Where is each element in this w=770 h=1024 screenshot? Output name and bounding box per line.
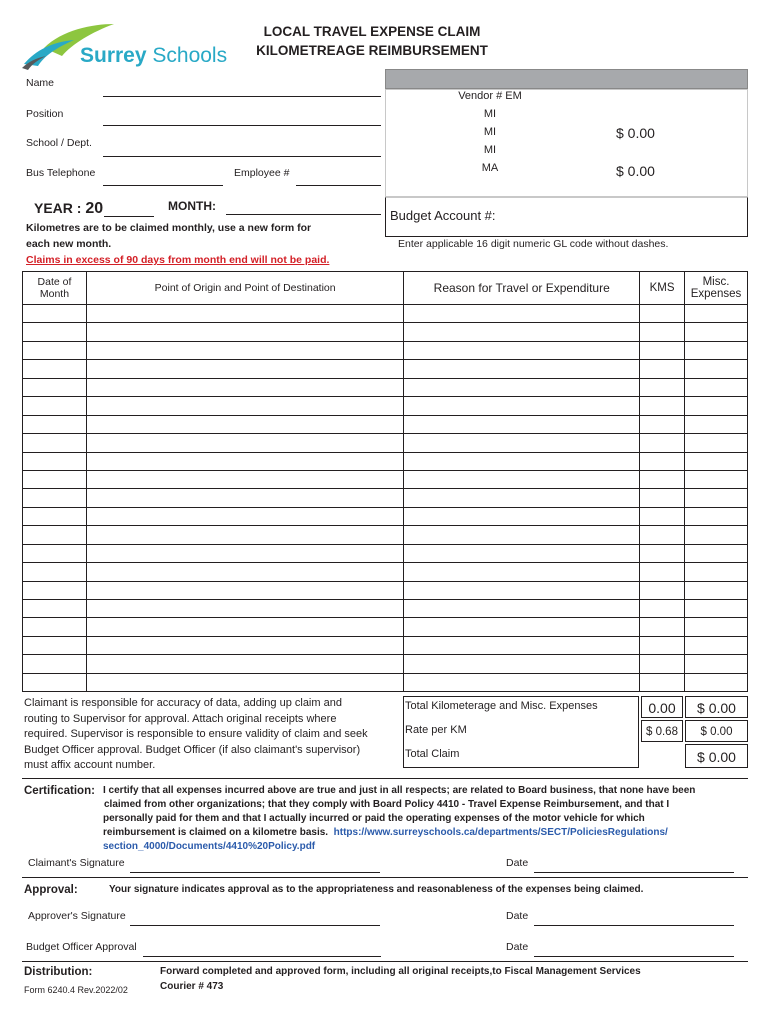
name-label: Name xyxy=(26,77,55,89)
reason-cell[interactable] xyxy=(404,526,640,544)
col-origin-header: Point of Origin and Point of Destination xyxy=(86,272,403,305)
form-title-line2: KILOMETREAGE REIMBURSEMENT xyxy=(256,43,488,58)
kms-cell[interactable] xyxy=(640,673,685,691)
policy-link[interactable]: https://www.surreyschools.ca/departments/SECT/PoliciesRegulations/ xyxy=(333,827,668,838)
misc-cell[interactable] xyxy=(685,360,748,378)
table-row xyxy=(23,636,748,654)
vendor-amount-1: $ 0.00 xyxy=(616,125,655,141)
date-cell[interactable] xyxy=(23,507,87,525)
approval-text: Your signature indicates approval as to the appropriateness and reasonableness of the expenses being claimed. xyxy=(109,884,644,895)
rate-amount-value: $ 0.00 xyxy=(685,720,748,742)
table-row xyxy=(23,415,748,433)
date-cell[interactable] xyxy=(23,397,87,415)
total-km-label: Total Kilometerage and Misc. Expenses xyxy=(405,700,598,712)
misc-cell[interactable] xyxy=(685,581,748,599)
table-row xyxy=(23,563,748,581)
claimant-date-label: Date xyxy=(506,857,529,869)
approver-signature-label: Approver's Signature xyxy=(28,910,126,922)
misc-cell[interactable] xyxy=(685,544,748,562)
employee-number-field[interactable] xyxy=(296,185,381,186)
reason-cell[interactable] xyxy=(404,415,640,433)
origin-cell[interactable] xyxy=(86,470,403,488)
month-label: MONTH: xyxy=(168,199,216,213)
origin-cell[interactable] xyxy=(86,544,403,562)
vendor-code-mi: MI xyxy=(483,144,497,156)
date-cell[interactable] xyxy=(23,655,87,673)
origin-cell[interactable] xyxy=(86,507,403,525)
table-row xyxy=(23,526,748,544)
misc-cell[interactable] xyxy=(685,563,748,581)
budget-account-label: Budget Account #: xyxy=(390,208,496,223)
kms-cell[interactable] xyxy=(640,544,685,562)
budget-officer-date-field[interactable] xyxy=(534,956,734,957)
kms-cell[interactable] xyxy=(640,341,685,359)
distribution-text-line1: Forward completed and approved form, including all original receipts,to Fiscal Management Services xyxy=(160,966,641,977)
kms-cell[interactable] xyxy=(640,581,685,599)
date-cell[interactable] xyxy=(23,544,87,562)
date-cell[interactable] xyxy=(23,526,87,544)
misc-cell[interactable] xyxy=(685,434,748,452)
col-misc-header: Misc. Expenses xyxy=(685,272,748,305)
reason-cell[interactable] xyxy=(404,563,640,581)
reason-cell[interactable] xyxy=(404,341,640,359)
date-cell[interactable] xyxy=(23,636,87,654)
table-row xyxy=(23,544,748,562)
table-row xyxy=(23,323,748,341)
date-cell[interactable] xyxy=(23,378,87,396)
reason-cell[interactable] xyxy=(404,305,640,323)
total-claim-value: $ 0.00 xyxy=(685,744,748,768)
misc-cell[interactable] xyxy=(685,673,748,691)
misc-cell[interactable] xyxy=(685,341,748,359)
table-row xyxy=(23,397,748,415)
claimant-signature-field[interactable] xyxy=(130,872,380,873)
position-label: Position xyxy=(26,108,64,120)
misc-cell[interactable] xyxy=(685,655,748,673)
origin-cell[interactable] xyxy=(86,636,403,654)
kms-cell[interactable] xyxy=(640,600,685,618)
kms-cell[interactable] xyxy=(640,507,685,525)
total-misc-value: $ 0.00 xyxy=(685,696,748,718)
date-cell[interactable] xyxy=(23,618,87,636)
misc-cell[interactable] xyxy=(685,378,748,396)
rate-value: $ 0.68 xyxy=(641,720,683,742)
distribution-divider xyxy=(22,961,748,962)
date-cell[interactable] xyxy=(23,489,87,507)
origin-cell[interactable] xyxy=(86,526,403,544)
distribution-label: Distribution: xyxy=(24,966,93,978)
vendor-code-mi: MI xyxy=(483,126,497,138)
table-row xyxy=(23,655,748,673)
bus-telephone-label: Bus Telephone xyxy=(26,167,96,179)
origin-cell[interactable] xyxy=(86,305,403,323)
reason-cell[interactable] xyxy=(404,673,640,691)
col-date-header: Date of Month xyxy=(23,272,87,305)
table-row xyxy=(23,600,748,618)
kms-cell[interactable] xyxy=(640,378,685,396)
kms-cell[interactable] xyxy=(640,452,685,470)
origin-cell[interactable] xyxy=(86,489,403,507)
misc-cell[interactable] xyxy=(685,526,748,544)
reason-cell[interactable] xyxy=(404,507,640,525)
date-cell[interactable] xyxy=(23,360,87,378)
table-row xyxy=(23,378,748,396)
claimant-note: Claimant is responsible for accuracy of data, adding up claim and routing to Supervisor for approval. Attach original receipts where required. Supervisor is responsible to ensure validity of claim and seek Budget Officer approval. Budget Officer (if also claimant's supervisor) must affix account number. xyxy=(24,697,368,771)
reason-cell[interactable] xyxy=(404,655,640,673)
reason-cell[interactable] xyxy=(404,452,640,470)
misc-cell[interactable] xyxy=(685,507,748,525)
table-row xyxy=(23,489,748,507)
claimant-date-field[interactable] xyxy=(534,872,734,873)
date-cell[interactable] xyxy=(23,434,87,452)
table-row xyxy=(23,618,748,636)
policy-link-cont[interactable]: section_4000/Documents/4410%20Policy.pdf xyxy=(103,841,316,852)
date-cell[interactable] xyxy=(23,563,87,581)
monthly-note-line1: Kilometres are to be claimed monthly, use a new form for xyxy=(26,222,312,234)
reason-cell[interactable] xyxy=(404,600,640,618)
table-row xyxy=(23,434,748,452)
origin-cell[interactable] xyxy=(86,415,403,433)
origin-cell[interactable] xyxy=(86,378,403,396)
misc-cell[interactable] xyxy=(685,618,748,636)
budget-officer-date-label: Date xyxy=(506,941,529,953)
kms-cell[interactable] xyxy=(640,397,685,415)
kms-cell[interactable] xyxy=(640,305,685,323)
origin-cell[interactable] xyxy=(86,618,403,636)
distribution-text-line2: Courier # 473 xyxy=(160,981,224,992)
origin-cell[interactable] xyxy=(86,563,403,581)
school-dept-field[interactable] xyxy=(103,156,381,157)
name-field[interactable] xyxy=(103,96,381,97)
reason-cell[interactable] xyxy=(404,323,640,341)
date-cell[interactable] xyxy=(23,341,87,359)
table-row xyxy=(23,452,748,470)
total-km-value: 0.00 xyxy=(641,696,683,718)
kms-cell[interactable] xyxy=(640,655,685,673)
origin-cell[interactable] xyxy=(86,655,403,673)
misc-cell[interactable] xyxy=(685,397,748,415)
rate-label: Rate per KM xyxy=(405,724,467,736)
date-cell[interactable] xyxy=(23,600,87,618)
misc-cell[interactable] xyxy=(685,323,748,341)
reason-cell[interactable] xyxy=(404,360,640,378)
budget-officer-label: Budget Officer Approval xyxy=(26,941,137,953)
kms-cell[interactable] xyxy=(640,470,685,488)
reason-cell[interactable] xyxy=(404,397,640,415)
expense-rows xyxy=(23,305,748,692)
origin-cell[interactable] xyxy=(86,360,403,378)
origin-cell[interactable] xyxy=(86,452,403,470)
reason-cell[interactable] xyxy=(404,434,640,452)
approver-date-label: Date xyxy=(506,910,529,922)
origin-cell[interactable] xyxy=(86,397,403,415)
reason-cell[interactable] xyxy=(404,581,640,599)
origin-cell[interactable] xyxy=(86,434,403,452)
year-label: YEAR : 20 xyxy=(34,200,104,217)
col-kms-header: KMS xyxy=(640,272,685,305)
reason-cell[interactable] xyxy=(404,618,640,636)
monthly-note-line2: each new month. xyxy=(26,238,112,250)
table-row xyxy=(23,581,748,599)
vendor-amount-2: $ 0.00 xyxy=(616,163,655,179)
origin-cell[interactable] xyxy=(86,581,403,599)
school-dept-label: School / Dept. xyxy=(26,137,92,149)
kms-cell[interactable] xyxy=(640,563,685,581)
kms-cell[interactable] xyxy=(640,434,685,452)
certification-label: Certification: xyxy=(24,785,95,797)
position-field[interactable] xyxy=(103,125,381,126)
vendor-code-em: Vendor # EM xyxy=(458,90,522,102)
claimant-signature-label: Claimant's Signature xyxy=(28,857,125,869)
kms-cell[interactable] xyxy=(640,360,685,378)
budget-account-hint: Enter applicable 16 digit numeric GL code without dashes. xyxy=(398,238,669,250)
kms-cell[interactable] xyxy=(640,489,685,507)
certification-divider xyxy=(22,778,748,779)
date-cell[interactable] xyxy=(23,452,87,470)
logo-text: Surrey Schools xyxy=(80,44,228,67)
reason-cell[interactable] xyxy=(404,636,640,654)
misc-cell[interactable] xyxy=(685,452,748,470)
form-number: Form 6240.4 Rev.2022/02 xyxy=(24,985,128,995)
misc-cell[interactable] xyxy=(685,415,748,433)
table-row xyxy=(23,673,748,691)
misc-cell[interactable] xyxy=(685,470,748,488)
origin-cell[interactable] xyxy=(86,341,403,359)
reason-cell[interactable] xyxy=(404,489,640,507)
month-field[interactable] xyxy=(226,214,381,215)
bus-telephone-field[interactable] xyxy=(103,185,223,186)
misc-cell[interactable] xyxy=(685,489,748,507)
budget-officer-field[interactable] xyxy=(143,956,381,957)
vendor-header-bar xyxy=(385,69,748,89)
misc-cell[interactable] xyxy=(685,600,748,618)
total-claim-label: Total Claim xyxy=(405,748,460,760)
kms-cell[interactable] xyxy=(640,323,685,341)
origin-cell[interactable] xyxy=(86,600,403,618)
date-cell[interactable] xyxy=(23,305,87,323)
date-cell[interactable] xyxy=(23,673,87,691)
date-cell[interactable] xyxy=(23,581,87,599)
col-reason-header: Reason for Travel or Expenditure xyxy=(404,272,640,305)
kms-cell[interactable] xyxy=(640,618,685,636)
table-row xyxy=(23,305,748,323)
misc-cell[interactable] xyxy=(685,305,748,323)
certification-text: I certify that all expenses incurred above are true and just in all respects; are related to Board business, that none have been claimed from other organizations; that they comply with Board Policy 4410 - Travel Expense Reimbursement, and that I personally paid for them and that I actually incurred or paid the operating expenses of the motor vehicle for which reimbursement is claimed on a kilometre basis. https://www.surreyschools.ca/departments/SECT/PoliciesRegulations/ section_4000/Documents/4410%20Policy.pdf xyxy=(103,784,743,854)
vendor-code-ma: MA xyxy=(481,162,499,174)
date-cell[interactable] xyxy=(23,323,87,341)
table-row xyxy=(23,341,748,359)
approver-date-field[interactable] xyxy=(534,925,734,926)
table-row xyxy=(23,360,748,378)
table-row xyxy=(23,507,748,525)
year-field[interactable] xyxy=(104,216,154,217)
approval-label: Approval: xyxy=(24,884,78,896)
vendor-box xyxy=(385,89,748,197)
form-title-line1: LOCAL TRAVEL EXPENSE CLAIM xyxy=(263,24,481,39)
origin-cell[interactable] xyxy=(86,323,403,341)
reason-cell[interactable] xyxy=(404,378,640,396)
vendor-code-mi: MI xyxy=(483,108,497,120)
approval-divider xyxy=(22,877,748,878)
misc-cell[interactable] xyxy=(685,636,748,654)
expense-table xyxy=(22,271,748,692)
date-cell[interactable] xyxy=(23,470,87,488)
table-row xyxy=(23,470,748,488)
reason-cell[interactable] xyxy=(404,544,640,562)
kms-cell[interactable] xyxy=(640,415,685,433)
late-claims-warning: Claims in excess of 90 days from month end will not be paid. xyxy=(26,254,330,266)
kms-cell[interactable] xyxy=(640,526,685,544)
employee-number-label: Employee # xyxy=(234,167,290,179)
date-cell[interactable] xyxy=(23,415,87,433)
origin-cell[interactable] xyxy=(86,673,403,691)
reason-cell[interactable] xyxy=(404,470,640,488)
kms-cell[interactable] xyxy=(640,636,685,654)
approver-signature-field[interactable] xyxy=(130,925,380,926)
